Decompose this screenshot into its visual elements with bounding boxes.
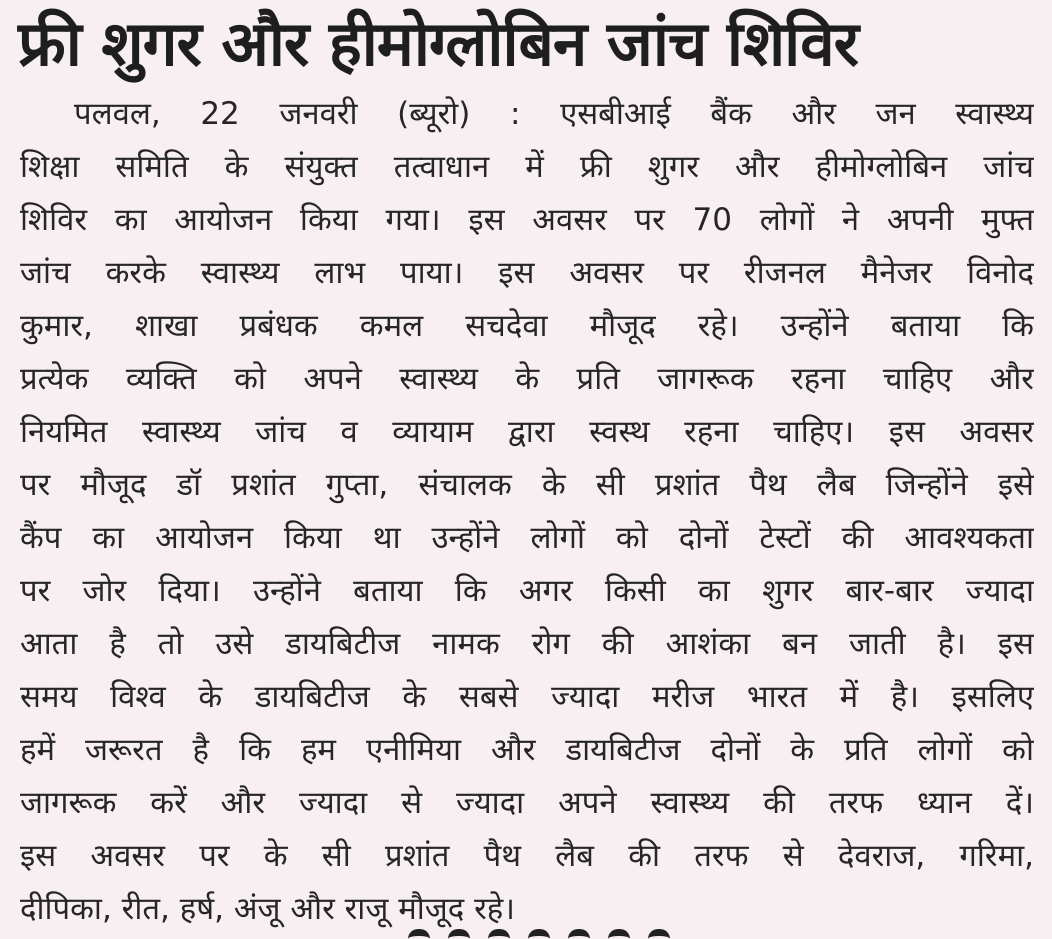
cropped-glyph (488, 929, 510, 939)
cropped-next-headline (408, 928, 738, 939)
article-line-6: प्रत्येक व्यक्ति को अपने स्वास्थ्य के प्रति जागरूक रहना चाहिए और (20, 361, 1034, 397)
article-line-1 (20, 88, 1034, 141)
article-line-9: कैंप का आयोजन किया था उन्होंने लोगों को दोनों टेस्टों की आवश्यकता (20, 520, 1034, 556)
article-line-15: इस अवसर पर के सी प्रशांत पैथ लैब की तरफ से देवराज, गरिमा, (20, 838, 1034, 874)
article-body (20, 88, 1034, 936)
article-line-7: नियमित स्वास्थ्य जांच व व्यायाम द्वारा स्वस्थ रहना चाहिए। इस अवसर (20, 414, 1034, 450)
cropped-glyph (648, 929, 670, 939)
article-line-text: एसबीआई बैंक और जन स्वास्थ्य (560, 96, 1034, 132)
article-line-11: आता है तो उसे डायबिटीज नामक रोग की आशंका बन जाती है। इस (20, 626, 1034, 662)
article-line-5: कुमार, शाखा प्रबंधक कमल सचदेवा मौजूद रहे। उन्होंने बताया कि (20, 308, 1034, 344)
article-line-2: शिक्षा समिति के संयुक्त तत्वाधान में फ्री शुगर और हीमोग्लोबिन जांच (20, 149, 1034, 185)
article-line-12: समय विश्व के डायबिटीज के सबसे ज्यादा मरीज भारत में है। इसलिए (20, 679, 1034, 715)
article-dateline: पलवल, 22 जनवरी (ब्यूरो) : (74, 96, 521, 132)
article-line-13: हमें जरूरत है कि हम एनीमिया और डायबिटीज दोनों के प्रति लोगों को (20, 732, 1034, 768)
article-line-4: जांच करके स्वास्थ्य लाभ पाया। इस अवसर पर रीजनल मैनेजर विनोद (20, 255, 1034, 291)
article-line-14: जागरूक करें और ज्यादा से ज्यादा अपने स्वास्थ्य की तरफ ध्यान दें। (20, 785, 1034, 821)
article-line-3: शिविर का आयोजन किया गया। इस अवसर पर 70 लोगों ने अपनी मुफ्त (20, 202, 1034, 238)
article-line-8: पर मौजूद डॉ प्रशांत गुप्ता, संचालक के सी प्रशांत पैथ लैब जिन्होंने इसे (20, 467, 1034, 503)
cropped-glyph (608, 929, 630, 939)
cropped-glyph (448, 929, 470, 939)
article-line-16: दीपिका, रीत, हर्ष, अंजू और राजू मौजूद रहे। (20, 891, 515, 927)
article-line-10: पर जोर दिया। उन्होंने बताया कि अगर किसी का शुगर बार-बार ज्यादा (20, 573, 1034, 609)
cropped-glyph (408, 929, 430, 939)
article-headline: फ्री शुगर और हीमोग्लोबिन जांच शिविर (18, 7, 859, 80)
cropped-glyph (528, 929, 550, 939)
cropped-glyph (568, 929, 590, 939)
